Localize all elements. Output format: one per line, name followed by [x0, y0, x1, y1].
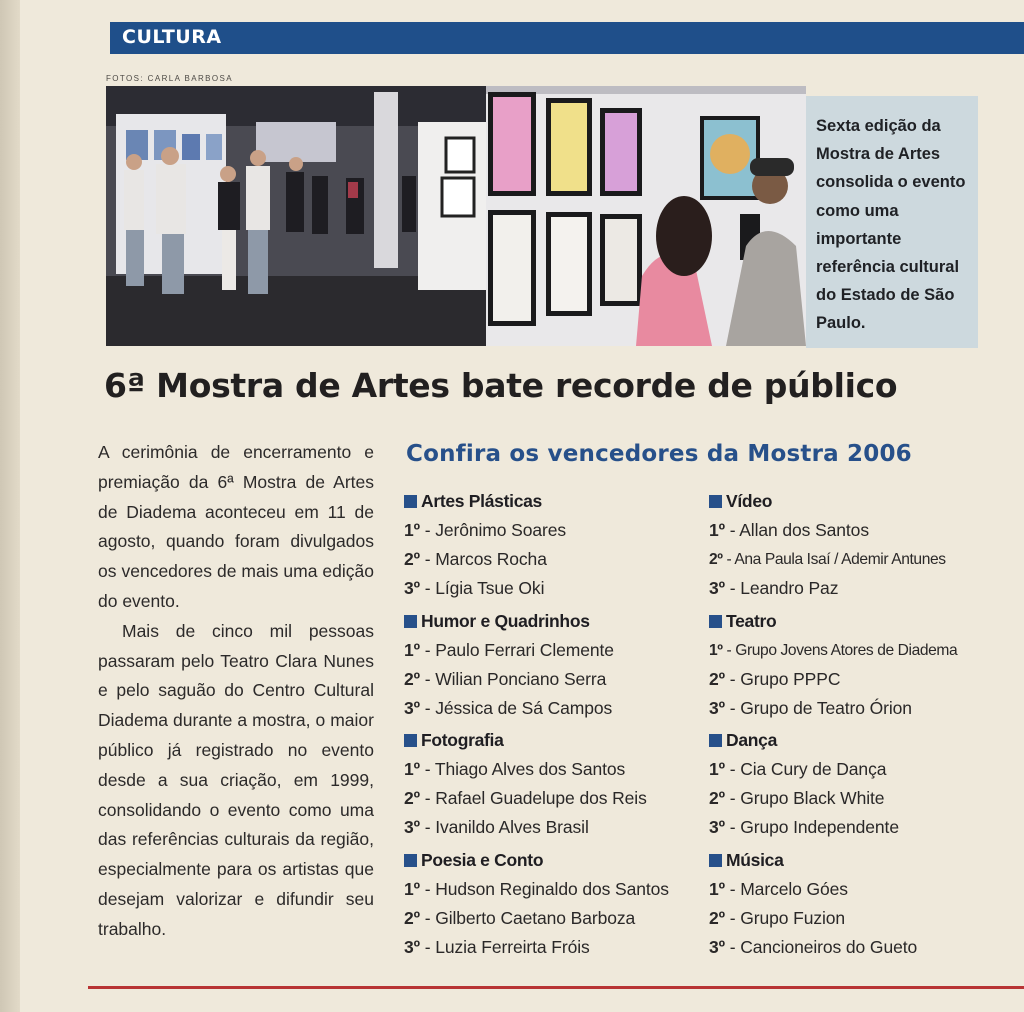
winner-entry: 1º - Hudson Reginaldo dos Santos	[404, 878, 669, 899]
photo-caption: Sexta edição da Mostra de Artes consolida o evento como uma importante referência cultural do Estado de São Paulo.	[816, 117, 966, 333]
winner-entry: 1º - Cia Cury de Dança	[709, 759, 887, 779]
winner-entry: 1º - Paulo Ferrari Clemente	[404, 639, 614, 660]
winner-name: Marcos Rocha	[435, 549, 547, 569]
winner-name: Allan dos Santos	[739, 520, 869, 540]
category-title: Música	[709, 845, 1009, 875]
category-title: Teatro	[709, 606, 1009, 636]
article-paragraph-1: A cerimônia de encerramento e premiação da 6ª Mostra de Artes de Diadema aconteceu em 11 de agosto, quando foram divulgados os vencedores de mais uma edição do evento.	[98, 442, 374, 611]
winner-place: 1º	[404, 759, 420, 779]
winner-name: Ana Paula Isaí / Ademir Antunes	[734, 551, 946, 568]
winner-name: Grupo Fuzion	[740, 907, 846, 928]
winner-place: 1º	[709, 878, 725, 899]
winner-place: 1º	[709, 520, 725, 540]
winner-entry: 2º - Grupo Black White	[709, 788, 885, 808]
square-bullet-icon	[404, 495, 417, 508]
exhibition-photo	[106, 86, 806, 346]
category-title: Humor e Quadrinhos	[404, 606, 704, 636]
winner-name: Gilberto Caetano Barboza	[435, 907, 636, 928]
winner-entry: 3º - Grupo Independente	[709, 817, 899, 837]
photo-caption-box	[806, 96, 978, 348]
winner-place: 1º	[404, 520, 420, 540]
category-title: Dança	[709, 725, 1009, 755]
square-bullet-icon	[709, 854, 722, 867]
winner-name: Grupo Independente	[740, 817, 899, 837]
winner-entry: 2º - Gilberto Caetano Barboza	[404, 907, 636, 928]
winner-entry: 2º - Grupo PPPC	[709, 668, 841, 689]
winner-place: 3º	[404, 817, 420, 837]
winner-name: Jerônimo Soares	[435, 520, 566, 540]
category-artes-plasticas	[404, 486, 704, 606]
bottom-rule	[88, 986, 1024, 989]
winner-name: Rafael Guadelupe dos Reis	[435, 788, 647, 808]
winner-entry: 3º - Cancioneiros do Gueto	[709, 936, 918, 957]
section-bar	[110, 22, 1024, 54]
winner-entry: 1º - Grupo Jovens Atores de Diadema	[709, 641, 958, 659]
winner-name: Leandro Paz	[740, 578, 839, 598]
winner-entry: 1º - Allan dos Santos	[709, 520, 869, 540]
category-teatro	[709, 606, 1009, 726]
winner-name: Grupo Jovens Atores de Diadema	[735, 641, 958, 659]
winner-name: Jéssica de Sá Campos	[435, 697, 613, 718]
winner-name: Wilian Ponciano Serra	[435, 668, 607, 689]
winner-place: 2º	[404, 788, 420, 808]
winner-place: 2º	[404, 668, 420, 689]
section-label: CULTURA	[122, 26, 222, 48]
category-humor-e-quadrinhos	[404, 606, 704, 726]
winner-name: Ivanildo Alves Brasil	[435, 817, 589, 837]
winner-name: Marcelo Góes	[740, 878, 848, 899]
winner-entry: 2º - Ana Paula Isaí / Ademir Antunes	[709, 551, 946, 568]
winner-entry: 3º - Jéssica de Sá Campos	[404, 697, 613, 718]
winner-place: 2º	[404, 907, 420, 928]
square-bullet-icon	[709, 615, 722, 628]
winner-place: 1º	[404, 878, 420, 899]
winner-name: Cia Cury de Dança	[740, 759, 887, 779]
winner-name: Thiago Alves dos Santos	[434, 759, 626, 779]
winner-name: Hudson Reginaldo dos Santos	[435, 878, 669, 899]
category-title: Vídeo	[709, 486, 1009, 516]
winner-place: 2º	[709, 907, 725, 928]
winner-place: 3º	[404, 697, 420, 718]
winner-entry: 1º - Jerônimo Soares	[404, 520, 566, 540]
category-musica	[709, 845, 1009, 965]
winner-name: Cancioneiros do Gueto	[740, 936, 918, 957]
winner-place: 3º	[404, 936, 420, 957]
winner-entry: 1º - Marcelo Góes	[709, 878, 848, 899]
winner-entry: 3º - Leandro Paz	[709, 578, 839, 598]
winner-place: 2º	[709, 788, 725, 808]
winner-name: Grupo de Teatro Órion	[740, 697, 912, 718]
winner-place: 3º	[709, 817, 725, 837]
winner-place: 3º	[709, 578, 725, 598]
winner-name: Grupo PPPC	[740, 668, 841, 689]
winner-entry: 2º - Grupo Fuzion	[709, 907, 846, 928]
winner-place: 2º	[709, 668, 725, 689]
category-danca	[709, 725, 1009, 845]
winner-entry: 1º - Thiago Alves dos Santos	[404, 759, 626, 779]
article-body	[98, 438, 374, 945]
square-bullet-icon	[404, 734, 417, 747]
winner-name: Grupo Black White	[740, 788, 885, 808]
winner-name: Paulo Ferrari Clemente	[435, 639, 614, 660]
square-bullet-icon	[709, 495, 722, 508]
photo-credit: FOTOS: CARLA BARBOSA	[106, 74, 233, 83]
winner-entry: 3º - Lígia Tsue Oki	[404, 578, 545, 598]
winner-entry: 2º - Rafael Guadelupe dos Reis	[404, 788, 647, 808]
winners-title: Confira os vencedores da Mostra 2006	[406, 441, 912, 467]
winner-entry: 3º - Ivanildo Alves Brasil	[404, 817, 589, 837]
winners-column-left	[404, 486, 704, 964]
winner-entry: 2º - Wilian Ponciano Serra	[404, 668, 607, 689]
winner-place: 1º	[404, 639, 420, 660]
headline: 6ª Mostra de Artes bate recorde de público	[104, 366, 898, 405]
page-edge-shadow	[0, 0, 20, 1012]
square-bullet-icon	[404, 615, 417, 628]
winner-place: 3º	[404, 578, 420, 598]
article-paragraph-2: Mais de cinco mil pessoas passaram pelo Teatro Clara Nunes e pelo saguão do Centro Cultural Diadema durante a mostra, o maior público já registrado no evento desde a sua criação, em 1999, consolidando o evento como uma das referências culturais da região, especialmente para os artistas que desejam valorizar e difundir seu trabalho.	[98, 620, 374, 939]
winner-place: 1º	[709, 759, 725, 779]
winner-entry: 3º - Grupo de Teatro Órion	[709, 697, 912, 718]
winner-entry: 3º - Luzia Ferreirta Fróis	[404, 936, 590, 957]
category-poesia-e-conto	[404, 845, 704, 965]
winner-place: 3º	[709, 697, 725, 718]
exhibition-photo-illustration	[106, 86, 806, 346]
winner-place: 2º	[709, 551, 723, 568]
square-bullet-icon	[404, 854, 417, 867]
winner-place: 2º	[404, 549, 420, 569]
winner-place: 1º	[709, 641, 723, 659]
category-title: Fotografia	[404, 725, 704, 755]
winner-name: Lígia Tsue Oki	[435, 578, 545, 598]
category-title: Artes Plásticas	[404, 486, 704, 516]
category-video	[709, 486, 1009, 606]
winners-column-right	[709, 486, 1009, 964]
category-title: Poesia e Conto	[404, 845, 704, 875]
winner-entry: 2º - Marcos Rocha	[404, 549, 547, 569]
winner-name: Luzia Ferreirta Fróis	[435, 936, 590, 957]
category-fotografia	[404, 725, 704, 845]
winner-place: 3º	[709, 936, 725, 957]
square-bullet-icon	[709, 734, 722, 747]
